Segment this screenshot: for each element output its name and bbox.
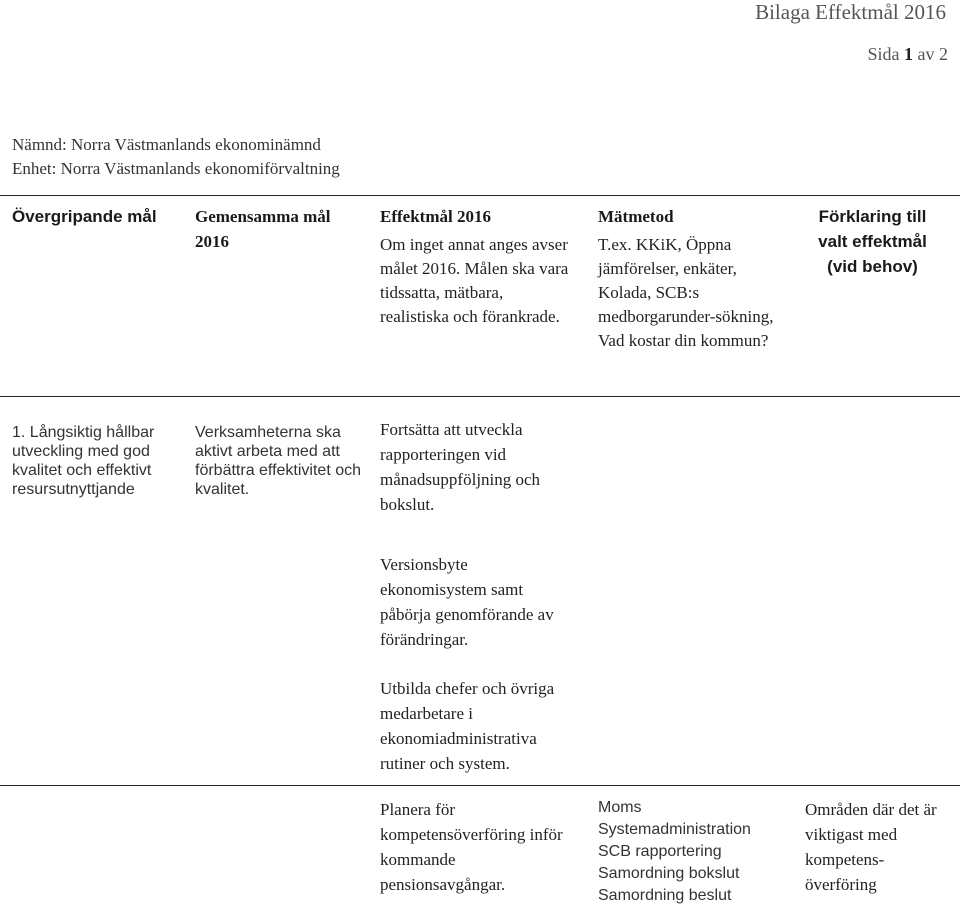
col-header-effektmal: Effektmål 2016 [380, 196, 572, 229]
matmetod-item: Systemadministration [598, 819, 791, 841]
col-header-forklaring: Förklaring till valt effektmål (vid behov) [805, 196, 940, 279]
effektmal-1: Fortsätta att utveckla rapporteringen vid månadsuppföljning och bokslut. [380, 417, 576, 517]
goal-row-4 [0, 786, 960, 916]
col-header-matmetod-note: T.ex. KKiK, Öppna jämförelser, enkäter, Kolada, SCB:s medborgarunder-sökning, Vad kostar din kommun? [598, 233, 781, 353]
matmetod-list [598, 797, 791, 907]
matmetod-item: Moms [598, 797, 791, 819]
col-header-effektmal-note: Om inget annat anges avser målet 2016. Målen ska vara tidssatta, mätbara, realistiska och förankrade. [380, 233, 572, 329]
meta-block [12, 133, 340, 181]
page-total: 2 [939, 44, 948, 64]
page-prefix: Sida [867, 44, 904, 64]
namnd-line: Nämnd: Norra Västmanlands ekonominämnd [12, 133, 340, 157]
page-mid: av [913, 44, 939, 64]
matmetod-item: Samordning beslut [598, 885, 791, 907]
goal-row-3 [0, 664, 960, 786]
matmetod-item: Samordning bokslut [598, 863, 791, 885]
gemensamma-mal-1: Verksamheterna ska aktivt arbeta med att förbättra effektivitet och kvalitet. [195, 423, 362, 499]
col-header-gemensamma: Gemensamma mål 2016 [195, 196, 368, 254]
col-header-matmetod: Mätmetod [598, 196, 781, 229]
effektmal-2: Versionsbyte ekonomisystem samt påbörja genomförande av förändringar. [380, 552, 576, 652]
header-row [0, 196, 960, 397]
goal-row-2 [0, 544, 960, 664]
matmetod-item: SCB rapportering [598, 841, 791, 863]
overgripande-mal-1: 1. Långsiktig hållbar utveckling med god kvalitet och effektivt resursutnyttjande [12, 423, 183, 499]
forklaring-text: Områden där det är viktigast med kompetens-överföring [805, 797, 950, 897]
col-header-overgripande: Övergripande mål [12, 196, 183, 229]
enhet-line: Enhet: Norra Västmanlands ekonomiförvaltning [12, 157, 340, 181]
effektmal-3: Utbilda chefer och övriga medarbetare i ekonomiadministrativa rutiner och system. [380, 676, 576, 776]
document-title: Bilaga Effektmål 2016 [755, 0, 946, 25]
goals-table [0, 195, 960, 916]
effektmal-4: Planera för kompetensöverföring inför kommande pensionsavgångar. [380, 797, 576, 897]
page-indicator [867, 44, 948, 65]
page-current: 1 [904, 44, 913, 64]
goal-row-1 [0, 397, 960, 545]
